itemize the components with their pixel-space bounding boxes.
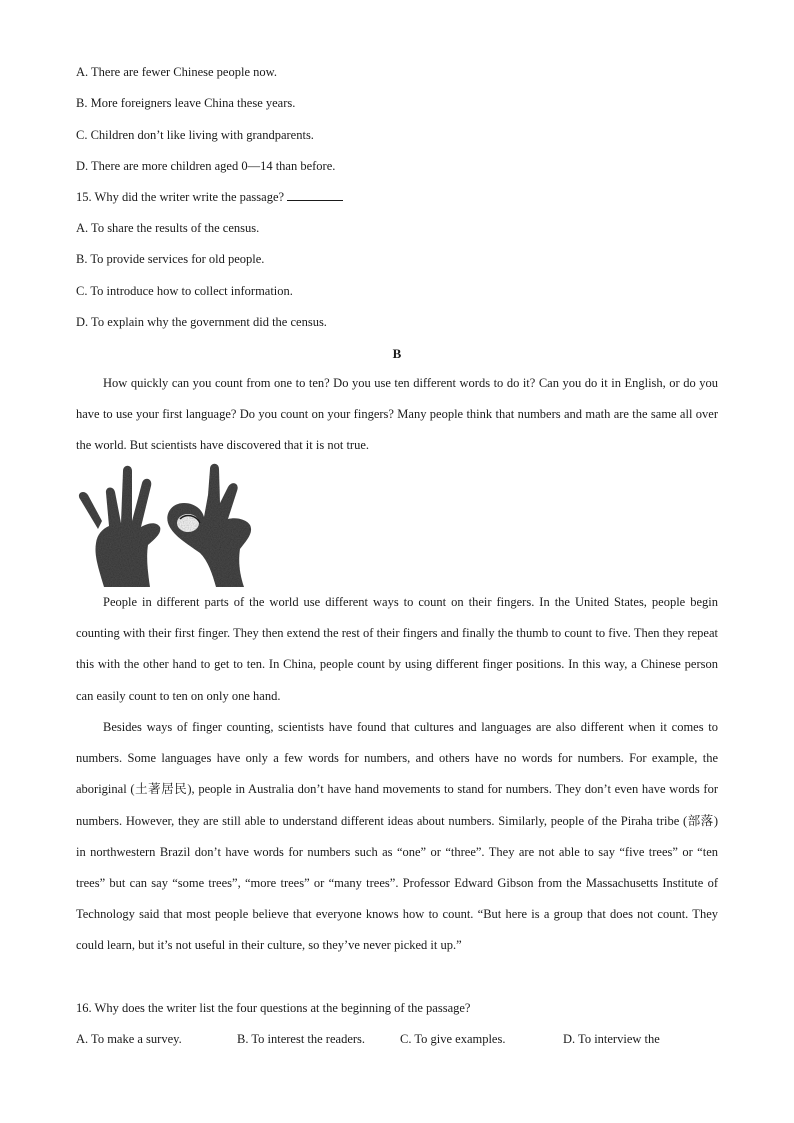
paragraph-3: [76, 712, 718, 962]
q15-option-a: A. To share the results of the census.: [76, 221, 260, 235]
counting-hands-icon: [76, 463, 266, 587]
q14-option-a: A. There are fewer Chinese people now.: [76, 65, 277, 79]
q16-option-d: D. To interview the: [563, 1032, 660, 1046]
q14-option-b: B. More foreigners leave China these years.: [76, 96, 296, 110]
paragraph-1-text: How quickly can you count from one to ten? Do you use ten different words to do it? Can you do it in English, or do you have to use your first language? Do you count on your fingers? Many people think that numbers and math are the same all over the world. But scientists have discovered that it is not true.: [76, 376, 718, 453]
q16-option-b: B. To interest the readers.: [237, 1032, 366, 1046]
q15-option-c: C. To introduce how to collect information.: [76, 284, 293, 298]
answer-blank: [287, 189, 343, 201]
q16-question: 16. Why does the writer list the four questions at the beginning of the passage?: [76, 1001, 471, 1015]
paragraph-3-text: Besides ways of finger counting, scientists have found that cultures and languages are also different when it comes to numbers. Some languages have only a few words for numbers, and others have no words for numbers. For example, the aboriginal (土著居民), people in Australia don’t have hand movements to stand for numbers. They don’t even have words for numbers. However, they are still able to understand different ideas about numbers. Similarly, people of the Piraha tribe (部落) in northwestern Brazil don’t have words for numbers such as “one” or “three”. They are not able to say “five trees” or “ten trees” but can say “some trees”, “more trees” or “many trees”. Professor Edward Gibson from the Massachusetts Institute of Technology said that most people believe that everyone knows how to count. “But here is a group that does not count. They could learn, but it’s not useful in their culture, so they’ve never picked it up.”: [76, 720, 718, 953]
q14-option-d: D. There are more children aged 0—14 than before.: [76, 159, 336, 173]
q16-option-a: A. To make a survey.: [76, 1032, 182, 1046]
counting-hands-image: [76, 463, 266, 587]
q15-option-d: D. To explain why the government did the census.: [76, 315, 327, 329]
paragraph-2: [76, 587, 718, 712]
q15-question: [76, 189, 343, 205]
q15-question-text: 15. Why did the writer write the passage?: [76, 190, 285, 204]
right-hand: [167, 464, 251, 587]
q16-option-c: C. To give examples.: [400, 1032, 506, 1046]
paragraph-2-text: People in different parts of the world use different ways to count on their fingers. In the United States, people begin counting with their first finger. They then extend the rest of their fingers and finally the thumb to count to five. Then they repeat this with the other hand to get to ten. In China, people count by using different finger positions. In this way, a Chinese person can easily count to ten on only one hand.: [76, 595, 718, 703]
q14-option-c: C. Children don’t like living with grandparents.: [76, 128, 314, 142]
left-hand: [79, 466, 160, 587]
q15-option-b: B. To provide services for old people.: [76, 252, 265, 266]
section-heading: B: [392, 346, 402, 361]
paragraph-1: [76, 368, 718, 462]
